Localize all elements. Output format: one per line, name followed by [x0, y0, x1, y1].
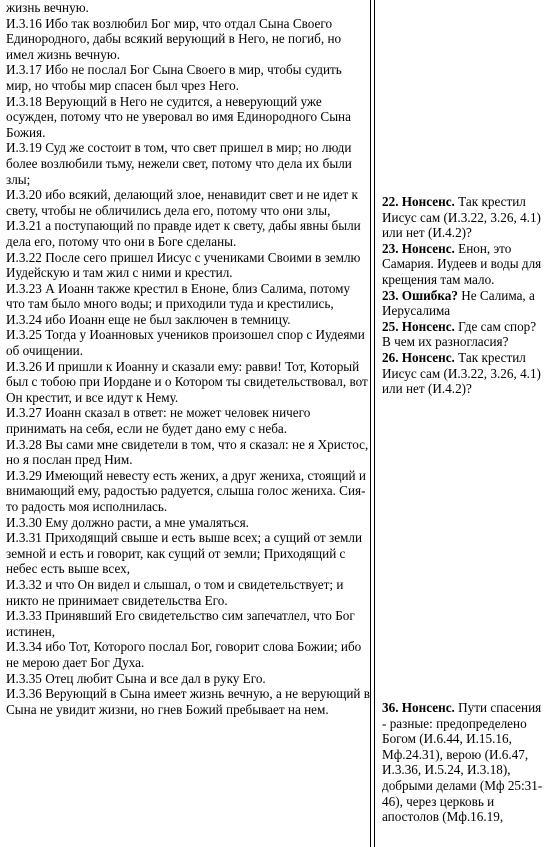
verse-line: И.3.26 И пришли к Иоанну и сказали ему: равви! Тот, Который был с тобою при Иордане и о Котором ты свидетельствовал, вот Он крестит, и все идут к Нему.: [6, 358, 368, 405]
commentary-group-lower: [382, 700, 547, 825]
commentary-note: [382, 194, 547, 241]
commentary-note: [382, 350, 547, 397]
verse-line: И.3.24 ибо Иоанн еще не был заключен в темницу.: [6, 311, 291, 327]
verse-line: И.3.21 а поступающий по правде идет к свету, дабы явны были дела его, потому что они в Боге сделаны.: [6, 218, 361, 249]
note-label: 22. Нонсенс.: [382, 194, 455, 209]
verse-line: И.3.34 ибо Тот, Которого послал Бог, говорит слова Божии; ибо не мерою дает Бог Духа.: [6, 639, 362, 670]
verse-line: жизнь вечную.: [6, 0, 89, 15]
note-label: 26. Нонсенс.: [382, 349, 455, 365]
note-label: 36. Нонсенс.: [382, 700, 455, 715]
note-text: Енон, это Самария. Иудеев и воды для крещения там мало.: [382, 240, 542, 287]
verse-line: И.3.20 ибо всякий, делающий злое, ненавидит свет и не идет к свету, чтобы не обличились дела его, потому что они злы,: [6, 187, 358, 218]
commentary-note: [382, 319, 547, 350]
note-text: Где сам спор? В чем их разногласия?: [382, 318, 537, 350]
note-label: 25. Нонсенс.: [382, 318, 455, 334]
verse-line: И.3.31 Приходящий свыше и есть выше всех; а сущий от земли земной и есть и говорит, как сущий от земли; Приходящий с небес есть выше всех,: [6, 530, 363, 577]
verse-line: И.3.17 Ибо не послал Бог Сына Своего в мир, чтобы судить мир, но чтобы мир спасен был чрез Него.: [6, 62, 342, 93]
verse-line: И.3.22 После сего пришел Иисус с учениками Своими в землю Иудейскую и там жил с ними и крестил.: [6, 249, 361, 281]
note-text: Так крестил Иисус сам (И.3.22, 3.26, 4.1) или нет (И.4.2)?: [382, 194, 541, 241]
note-text: Не Салима, а Иерусалима: [382, 287, 535, 319]
verse-line: И.3.29 Имеющий невесту есть жених, а друг жениха, стоящий и внимающий ему, радостью радуется, слыша голос жениха. Сия-то радость моя исполнилась.: [6, 467, 366, 514]
verse-line: И.3.28 Вы сами мне свидетели в том, что я сказал: не я Христос, но я послан пред Ним.: [6, 436, 369, 468]
verse-line: И.3.35 Отец любит Сына и все дал в руку Его.: [6, 670, 266, 686]
note-text: Пути спасения - разные: предопределено Богом (И.6.44, И.15.16, Мф.24.31), верою (И.6.47, И.3.36, И.5.24, И.3.18), добрыми делами (Мф 25:31-46), через церковь и апостолов (Мф.16.19,: [382, 700, 543, 825]
note-text: Так крестил Иисус сам (И.3.22, 3.26, 4.1) или нет (И.4.2)?: [382, 349, 541, 397]
verse-line: И.3.30 Ему должно расти, а мне умаляться.: [6, 514, 249, 530]
verse-line: И.3.25 Тогда у Иоанновых учеников произошел спор с Иудеями об очищении.: [6, 327, 365, 359]
note-label: 23. Нонсенс.: [382, 240, 455, 256]
verse-line: И.3.18 Верующий в Него не судится, а неверующий уже осужден, потому что не уверовал во имя Единородного Сына Божия.: [6, 93, 351, 140]
verse-line: И.3.32 и что Он видел и слышал, о том и свидетельствует; и никто не принимает свидетельства Его.: [6, 576, 344, 608]
commentary-note: [382, 241, 547, 288]
commentary-group-upper: [382, 194, 547, 397]
verse-line: И.3.23 А Иоанн также крестил в Еноне, близ Салима, потому что там было много воды; и приходили туда и крестились,: [6, 280, 351, 312]
commentary-column: [374, 0, 548, 847]
verse-line: И.3.36 Верующий в Сына имеет жизнь вечную, а не верующий в Сына не увидит жизни, но гнев Божий пребывает на нем.: [6, 686, 371, 717]
verse-line: И.3.33 Принявший Его свидетельство сим запечатлел, что Бог истинен,: [6, 608, 355, 639]
verse-line: И.3.19 Суд же состоит в том, что свет пришел в мир; но люди более возлюбили тьму, нежели свет, потому что дела их были злы;: [6, 140, 352, 187]
commentary-note: [382, 288, 547, 319]
verse-line: И.3.27 Иоанн сказал в ответ: не может человек ничего принимать на себя, если не будет дано ему с неба.: [6, 405, 311, 437]
commentary-note: [382, 700, 547, 825]
note-label: 23. Ошибка?: [382, 287, 458, 303]
verse-line: И.3.16 Ибо так возлюбил Бог мир, что отдал Сына Своего Единородного, дабы всякий верующий в Него, не погиб, но имел жизнь вечную.: [6, 15, 342, 62]
